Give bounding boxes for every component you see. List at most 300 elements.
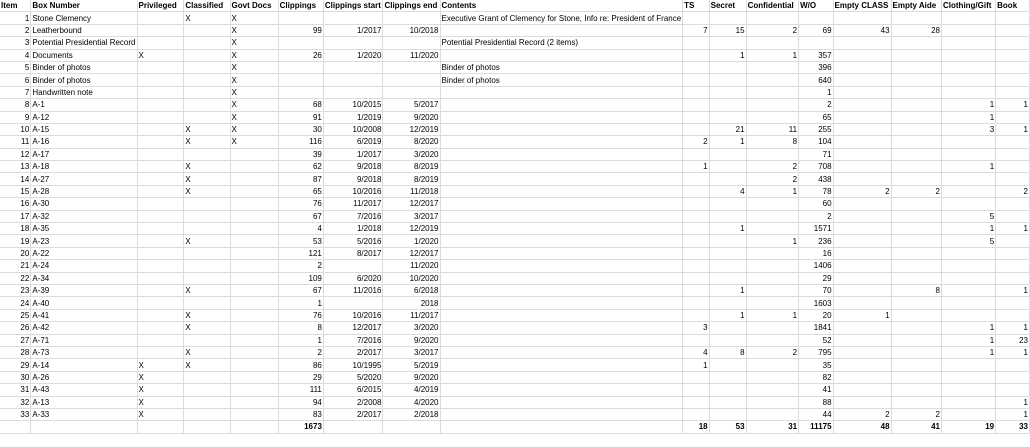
column-header-empty-aide[interactable]: Empty Aide: [891, 0, 941, 12]
cell-clippings[interactable]: 116: [278, 136, 323, 148]
cell-clothing-gift[interactable]: [942, 185, 996, 197]
cell-contents[interactable]: [440, 297, 683, 309]
cell-confidential[interactable]: [746, 260, 799, 272]
cell-ts[interactable]: [683, 74, 709, 86]
cell-book[interactable]: [996, 148, 1030, 160]
cell-secret[interactable]: 4: [709, 185, 746, 197]
cell-item[interactable]: 5: [0, 61, 31, 73]
cell-clippings-start[interactable]: 1/2020: [323, 49, 383, 61]
cell-ts[interactable]: 2: [683, 136, 709, 148]
cell-box-number[interactable]: Binder of photos: [31, 61, 137, 73]
cell-item[interactable]: 23: [0, 284, 31, 296]
cell-privileged[interactable]: [137, 272, 184, 284]
cell-confidential[interactable]: [746, 247, 799, 259]
cell-govt-docs[interactable]: [230, 173, 278, 185]
cell-classified[interactable]: X: [184, 12, 230, 24]
cell-classified[interactable]: X: [184, 185, 230, 197]
cell-clothing-gift[interactable]: [942, 260, 996, 272]
cell-secret[interactable]: [709, 297, 746, 309]
cell-secret[interactable]: [709, 148, 746, 160]
cell-clippings-start[interactable]: [323, 37, 383, 49]
cell-item[interactable]: 17: [0, 210, 31, 222]
cell-privileged[interactable]: [137, 12, 184, 24]
cell-empty-aide[interactable]: [891, 61, 941, 73]
cell-clippings-end[interactable]: [383, 37, 440, 49]
cell-empty-aide[interactable]: [891, 359, 941, 371]
cell-ts[interactable]: [683, 284, 709, 296]
cell-wo[interactable]: 16: [799, 247, 833, 259]
total-clippings-end[interactable]: [383, 421, 440, 433]
cell-clippings-start[interactable]: 10/1995: [323, 359, 383, 371]
cell-contents[interactable]: [440, 384, 683, 396]
cell-empty-class[interactable]: [833, 49, 891, 61]
cell-empty-aide[interactable]: [891, 334, 941, 346]
cell-clothing-gift[interactable]: [942, 173, 996, 185]
cell-empty-class[interactable]: [833, 161, 891, 173]
cell-ts[interactable]: [683, 371, 709, 383]
cell-confidential[interactable]: [746, 284, 799, 296]
cell-wo[interactable]: 104: [799, 136, 833, 148]
cell-secret[interactable]: [709, 371, 746, 383]
cell-confidential[interactable]: [746, 37, 799, 49]
cell-privileged[interactable]: [137, 148, 184, 160]
cell-empty-aide[interactable]: [891, 74, 941, 86]
cell-box-number[interactable]: A-15: [31, 123, 137, 135]
cell-secret[interactable]: 1: [709, 49, 746, 61]
cell-empty-aide[interactable]: [891, 148, 941, 160]
cell-empty-class[interactable]: [833, 111, 891, 123]
cell-book[interactable]: [996, 309, 1030, 321]
cell-privileged[interactable]: [137, 111, 184, 123]
cell-secret[interactable]: [709, 161, 746, 173]
cell-clippings-end[interactable]: 3/2017: [383, 346, 440, 358]
cell-book[interactable]: [996, 247, 1030, 259]
cell-clippings-start[interactable]: 7/2016: [323, 210, 383, 222]
cell-secret[interactable]: 15: [709, 24, 746, 36]
cell-clothing-gift[interactable]: 1: [942, 99, 996, 111]
cell-empty-class[interactable]: [833, 74, 891, 86]
cell-empty-class[interactable]: [833, 322, 891, 334]
cell-confidential[interactable]: [746, 359, 799, 371]
cell-clippings-end[interactable]: 11/2020: [383, 49, 440, 61]
cell-clippings-end[interactable]: [383, 74, 440, 86]
cell-clippings-start[interactable]: [323, 297, 383, 309]
cell-empty-aide[interactable]: [891, 99, 941, 111]
cell-clippings-start[interactable]: 6/2019: [323, 136, 383, 148]
cell-privileged[interactable]: [137, 210, 184, 222]
cell-clothing-gift[interactable]: 1: [942, 161, 996, 173]
cell-empty-aide[interactable]: [891, 123, 941, 135]
cell-govt-docs[interactable]: [230, 272, 278, 284]
cell-clippings[interactable]: 53: [278, 235, 323, 247]
cell-clippings[interactable]: 30: [278, 123, 323, 135]
cell-classified[interactable]: [184, 334, 230, 346]
cell-clippings[interactable]: 67: [278, 284, 323, 296]
cell-confidential[interactable]: [746, 396, 799, 408]
cell-secret[interactable]: [709, 408, 746, 420]
cell-secret[interactable]: [709, 111, 746, 123]
cell-empty-aide[interactable]: [891, 37, 941, 49]
cell-box-number[interactable]: Stone Clemency: [31, 12, 137, 24]
cell-privileged[interactable]: X: [137, 396, 184, 408]
cell-empty-aide[interactable]: [891, 49, 941, 61]
cell-wo[interactable]: 35: [799, 359, 833, 371]
cell-classified[interactable]: [184, 396, 230, 408]
cell-contents[interactable]: Binder of photos: [440, 61, 683, 73]
cell-wo[interactable]: 2: [799, 99, 833, 111]
cell-contents[interactable]: [440, 359, 683, 371]
cell-clothing-gift[interactable]: [942, 396, 996, 408]
cell-book[interactable]: 1: [996, 396, 1030, 408]
cell-privileged[interactable]: X: [137, 49, 184, 61]
cell-empty-aide[interactable]: [891, 247, 941, 259]
cell-secret[interactable]: [709, 86, 746, 98]
cell-classified[interactable]: [184, 148, 230, 160]
cell-contents[interactable]: [440, 309, 683, 321]
cell-clippings-end[interactable]: 12/2017: [383, 247, 440, 259]
cell-box-number[interactable]: A-40: [31, 297, 137, 309]
cell-item[interactable]: 28: [0, 346, 31, 358]
cell-clothing-gift[interactable]: [942, 74, 996, 86]
cell-classified[interactable]: [184, 49, 230, 61]
cell-clippings-end[interactable]: 12/2019: [383, 123, 440, 135]
cell-clippings[interactable]: [278, 74, 323, 86]
cell-confidential[interactable]: 2: [746, 173, 799, 185]
cell-clippings-end[interactable]: 2/2018: [383, 408, 440, 420]
cell-clothing-gift[interactable]: [942, 136, 996, 148]
cell-wo[interactable]: 438: [799, 173, 833, 185]
cell-classified[interactable]: [184, 272, 230, 284]
cell-clothing-gift[interactable]: [942, 371, 996, 383]
cell-govt-docs[interactable]: [230, 223, 278, 235]
total-ts[interactable]: 18: [683, 421, 709, 433]
cell-secret[interactable]: [709, 359, 746, 371]
cell-contents[interactable]: [440, 284, 683, 296]
cell-wo[interactable]: 640: [799, 74, 833, 86]
cell-ts[interactable]: [683, 148, 709, 160]
cell-item[interactable]: 12: [0, 148, 31, 160]
cell-govt-docs[interactable]: [230, 322, 278, 334]
cell-govt-docs[interactable]: [230, 334, 278, 346]
cell-contents[interactable]: [440, 260, 683, 272]
cell-clippings-end[interactable]: 5/2019: [383, 359, 440, 371]
cell-secret[interactable]: [709, 260, 746, 272]
cell-book[interactable]: [996, 173, 1030, 185]
cell-empty-aide[interactable]: [891, 111, 941, 123]
cell-book[interactable]: 1: [996, 322, 1030, 334]
cell-clippings[interactable]: 121: [278, 247, 323, 259]
cell-book[interactable]: 23: [996, 334, 1030, 346]
cell-item[interactable]: 4: [0, 49, 31, 61]
cell-clippings-end[interactable]: 5/2017: [383, 99, 440, 111]
cell-box-number[interactable]: A-33: [31, 408, 137, 420]
cell-clippings-start[interactable]: 2/2017: [323, 408, 383, 420]
cell-secret[interactable]: [709, 322, 746, 334]
cell-box-number[interactable]: Potential Presidential Record: [32, 38, 136, 48]
cell-clippings[interactable]: 68: [278, 99, 323, 111]
cell-govt-docs[interactable]: X: [230, 123, 278, 135]
column-header-govt-docs[interactable]: Govt Docs: [230, 0, 278, 12]
cell-confidential[interactable]: [746, 111, 799, 123]
cell-ts[interactable]: [683, 396, 709, 408]
cell-clothing-gift[interactable]: [942, 297, 996, 309]
cell-govt-docs[interactable]: [230, 309, 278, 321]
cell-book[interactable]: [996, 260, 1030, 272]
cell-classified[interactable]: X: [184, 136, 230, 148]
cell-box-number[interactable]: Binder of photos: [31, 74, 137, 86]
cell-secret[interactable]: [709, 61, 746, 73]
total-empty-class[interactable]: 48: [833, 421, 891, 433]
cell-clippings-start[interactable]: 12/2017: [323, 322, 383, 334]
cell-empty-aide[interactable]: [891, 346, 941, 358]
total-wo[interactable]: 11175: [799, 421, 833, 433]
cell-classified[interactable]: X: [184, 161, 230, 173]
cell-clippings-end[interactable]: [383, 61, 440, 73]
cell-empty-aide[interactable]: [891, 235, 941, 247]
cell-clippings[interactable]: 94: [278, 396, 323, 408]
cell-privileged[interactable]: [137, 185, 184, 197]
cell-book[interactable]: 2: [996, 185, 1030, 197]
cell-ts[interactable]: [683, 185, 709, 197]
cell-item[interactable]: 27: [0, 334, 31, 346]
cell-confidential[interactable]: [746, 74, 799, 86]
cell-clippings[interactable]: [278, 37, 323, 49]
cell-privileged[interactable]: [137, 37, 184, 49]
cell-classified[interactable]: [184, 260, 230, 272]
cell-clippings[interactable]: 2: [278, 346, 323, 358]
cell-empty-aide[interactable]: [891, 260, 941, 272]
cell-empty-class[interactable]: [833, 247, 891, 259]
cell-clippings-end[interactable]: 9/2020: [383, 371, 440, 383]
cell-clippings-end[interactable]: 8/2019: [383, 173, 440, 185]
cell-wo[interactable]: 236: [799, 235, 833, 247]
cell-classified[interactable]: [184, 297, 230, 309]
cell-empty-aide[interactable]: [891, 223, 941, 235]
cell-contents[interactable]: [440, 198, 683, 210]
cell-clippings-start[interactable]: 1/2018: [323, 223, 383, 235]
cell-wo[interactable]: 88: [799, 396, 833, 408]
cell-clippings-end[interactable]: 4/2019: [383, 384, 440, 396]
cell-book[interactable]: 1: [996, 408, 1030, 420]
cell-clippings[interactable]: 8: [278, 322, 323, 334]
cell-box-number[interactable]: A-35: [31, 223, 137, 235]
cell-wo[interactable]: 52: [799, 334, 833, 346]
cell-govt-docs[interactable]: [230, 284, 278, 296]
total-clippings[interactable]: 1673: [278, 421, 323, 433]
cell-wo[interactable]: 396: [799, 61, 833, 73]
cell-ts[interactable]: [683, 86, 709, 98]
cell-clothing-gift[interactable]: [942, 359, 996, 371]
cell-contents[interactable]: [440, 371, 683, 383]
cell-empty-aide[interactable]: [891, 86, 941, 98]
cell-govt-docs[interactable]: [230, 210, 278, 222]
cell-confidential[interactable]: 8: [746, 136, 799, 148]
cell-confidential[interactable]: [746, 148, 799, 160]
cell-ts[interactable]: [683, 12, 709, 24]
cell-box-number[interactable]: A-32: [31, 210, 137, 222]
cell-privileged[interactable]: [137, 61, 184, 73]
column-header-confidential[interactable]: Confidential: [746, 0, 799, 12]
cell-wo[interactable]: 1841: [799, 322, 833, 334]
cell-classified[interactable]: [184, 111, 230, 123]
cell-clippings-end[interactable]: 11/2020: [383, 260, 440, 272]
cell-classified[interactable]: X: [184, 346, 230, 358]
cell-empty-aide[interactable]: 2: [891, 408, 941, 420]
cell-empty-class[interactable]: [833, 334, 891, 346]
cell-contents[interactable]: [440, 173, 683, 185]
cell-confidential[interactable]: 1: [746, 235, 799, 247]
cell-wo[interactable]: 65: [799, 111, 833, 123]
cell-empty-class[interactable]: 2: [833, 185, 891, 197]
cell-book[interactable]: [996, 61, 1030, 73]
total-book[interactable]: 33: [996, 421, 1030, 433]
cell-empty-aide[interactable]: [891, 12, 941, 24]
cell-box-number[interactable]: A-28: [31, 185, 137, 197]
cell-box-number[interactable]: Handwritten note: [31, 86, 137, 98]
cell-box-number[interactable]: A-27: [31, 173, 137, 185]
cell-wo[interactable]: 69: [799, 24, 833, 36]
cell-clothing-gift[interactable]: [942, 284, 996, 296]
cell-secret[interactable]: [709, 334, 746, 346]
cell-clippings[interactable]: 111: [278, 384, 323, 396]
cell-govt-docs[interactable]: X: [230, 49, 278, 61]
cell-secret[interactable]: [709, 37, 746, 49]
cell-contents[interactable]: Potential Presidential Record (2 items): [440, 37, 683, 49]
cell-classified[interactable]: [184, 37, 230, 49]
cell-wo[interactable]: 60: [799, 198, 833, 210]
cell-contents[interactable]: [440, 161, 683, 173]
cell-ts[interactable]: [683, 99, 709, 111]
cell-clippings-end[interactable]: 8/2019: [383, 161, 440, 173]
cell-clippings-end[interactable]: 10/2018: [383, 24, 440, 36]
cell-book[interactable]: [996, 37, 1030, 49]
cell-secret[interactable]: [709, 235, 746, 247]
cell-govt-docs[interactable]: [230, 260, 278, 272]
cell-clippings-end[interactable]: 9/2020: [383, 111, 440, 123]
cell-empty-class[interactable]: [833, 284, 891, 296]
cell-clippings-start[interactable]: 1/2019: [323, 111, 383, 123]
cell-privileged[interactable]: X: [137, 371, 184, 383]
cell-item[interactable]: 11: [0, 136, 31, 148]
cell-ts[interactable]: [683, 334, 709, 346]
cell-book[interactable]: [996, 384, 1030, 396]
cell-clippings[interactable]: [278, 12, 323, 24]
cell-privileged[interactable]: [137, 334, 184, 346]
cell-book[interactable]: [996, 74, 1030, 86]
column-header-empty-class[interactable]: Empty CLASS: [833, 0, 891, 12]
column-header-wo[interactable]: W/O: [799, 0, 833, 12]
cell-clothing-gift[interactable]: [942, 24, 996, 36]
cell-clippings-end[interactable]: [383, 12, 440, 24]
cell-confidential[interactable]: 2: [746, 161, 799, 173]
cell-clothing-gift[interactable]: 1: [942, 334, 996, 346]
cell-secret[interactable]: 21: [709, 123, 746, 135]
cell-privileged[interactable]: [137, 346, 184, 358]
cell-confidential[interactable]: 1: [746, 185, 799, 197]
cell-empty-class[interactable]: 1: [833, 309, 891, 321]
cell-confidential[interactable]: [746, 86, 799, 98]
cell-clippings-start[interactable]: 11/2017: [323, 198, 383, 210]
cell-contents[interactable]: [440, 396, 683, 408]
cell-clippings[interactable]: 2: [278, 260, 323, 272]
cell-ts[interactable]: [683, 235, 709, 247]
cell-privileged[interactable]: [137, 74, 184, 86]
cell-empty-aide[interactable]: 28: [891, 24, 941, 36]
cell-clippings-start[interactable]: 9/2018: [323, 173, 383, 185]
cell-confidential[interactable]: [746, 272, 799, 284]
cell-govt-docs[interactable]: [230, 297, 278, 309]
cell-govt-docs[interactable]: X: [230, 111, 278, 123]
cell-secret[interactable]: [709, 173, 746, 185]
cell-govt-docs[interactable]: X: [230, 136, 278, 148]
cell-clippings-start[interactable]: 9/2018: [323, 161, 383, 173]
cell-clippings-end[interactable]: 11/2017: [383, 309, 440, 321]
cell-confidential[interactable]: [746, 408, 799, 420]
cell-clothing-gift[interactable]: 3: [942, 123, 996, 135]
cell-item[interactable]: 24: [0, 297, 31, 309]
cell-empty-class[interactable]: [833, 148, 891, 160]
cell-book[interactable]: [996, 86, 1030, 98]
cell-book[interactable]: [996, 210, 1030, 222]
cell-classified[interactable]: [184, 61, 230, 73]
cell-secret[interactable]: [709, 384, 746, 396]
cell-item[interactable]: 19: [0, 235, 31, 247]
cell-clippings-start[interactable]: 1/2017: [323, 148, 383, 160]
cell-wo[interactable]: 795: [799, 346, 833, 358]
cell-classified[interactable]: X: [184, 322, 230, 334]
cell-item[interactable]: 18: [0, 223, 31, 235]
cell-clippings[interactable]: 67: [278, 210, 323, 222]
cell-item[interactable]: 10: [0, 123, 31, 135]
cell-clippings-end[interactable]: 4/2020: [383, 396, 440, 408]
cell-box-number[interactable]: A-23: [31, 235, 137, 247]
cell-secret[interactable]: [709, 272, 746, 284]
cell-clothing-gift[interactable]: [942, 247, 996, 259]
column-header-classified[interactable]: Classified: [184, 0, 230, 12]
cell-clothing-gift[interactable]: [942, 408, 996, 420]
cell-empty-aide[interactable]: [891, 210, 941, 222]
cell-govt-docs[interactable]: [230, 235, 278, 247]
cell-box-number[interactable]: A-22: [31, 247, 137, 259]
column-header-privileged[interactable]: Privileged: [137, 0, 184, 12]
cell-contents[interactable]: [440, 111, 683, 123]
cell-box-number[interactable]: A-34: [31, 272, 137, 284]
cell-classified[interactable]: [184, 198, 230, 210]
total-classified[interactable]: [184, 421, 230, 433]
cell-ts[interactable]: [683, 61, 709, 73]
cell-classified[interactable]: X: [184, 359, 230, 371]
cell-contents[interactable]: [440, 99, 683, 111]
cell-book[interactable]: [996, 49, 1030, 61]
cell-classified[interactable]: [184, 408, 230, 420]
cell-secret[interactable]: 1: [709, 223, 746, 235]
cell-govt-docs[interactable]: [230, 161, 278, 173]
cell-ts[interactable]: [683, 247, 709, 259]
cell-govt-docs[interactable]: [230, 408, 278, 420]
cell-wo[interactable]: [799, 37, 833, 49]
cell-classified[interactable]: X: [184, 284, 230, 296]
cell-item[interactable]: 2: [0, 24, 31, 36]
cell-box-number[interactable]: A-16: [31, 136, 137, 148]
cell-clippings-end[interactable]: 11/2018: [383, 185, 440, 197]
cell-empty-class[interactable]: [833, 223, 891, 235]
cell-item[interactable]: 1: [0, 12, 31, 24]
cell-classified[interactable]: X: [184, 235, 230, 247]
cell-confidential[interactable]: 2: [746, 346, 799, 358]
cell-item[interactable]: 30: [0, 371, 31, 383]
cell-box-number[interactable]: A-17: [31, 148, 137, 160]
cell-box-number[interactable]: Leatherbound: [31, 24, 137, 36]
